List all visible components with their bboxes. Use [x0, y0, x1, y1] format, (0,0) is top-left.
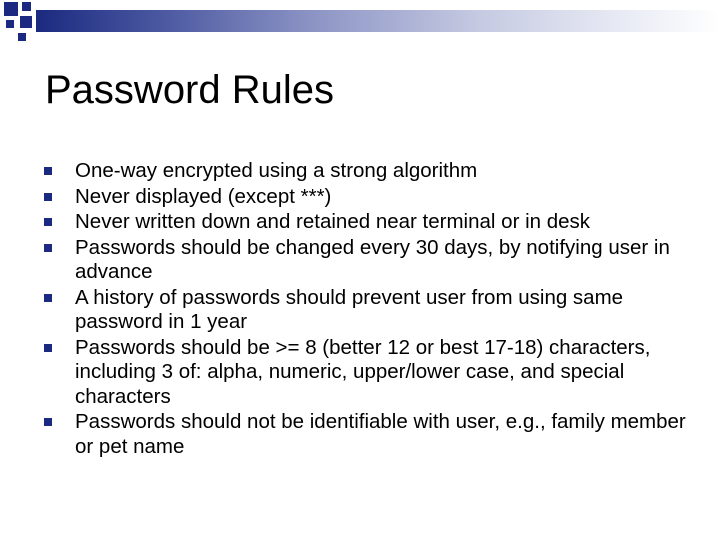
square-bullet-icon — [44, 418, 52, 426]
gradient-bar — [36, 10, 720, 32]
list-item — [43, 185, 703, 210]
list-item — [43, 336, 703, 410]
list-item — [43, 159, 703, 184]
bullet-text: One-way encrypted using a strong algorithm — [75, 159, 478, 182]
decorative-header-banner — [0, 0, 720, 50]
decorative-square-icon — [6, 20, 14, 28]
bullet-text: Never displayed (except ***) — [75, 184, 332, 208]
decorative-square-icon — [4, 2, 18, 16]
square-bullet-icon — [44, 193, 52, 201]
decorative-square-icon — [20, 16, 32, 28]
bullet-text: Passwords should be >= 8 (better 12 or best 17-18) characters, including 3 of: alpha, numeric, upper/lower case, and special characters — [75, 335, 651, 408]
square-bullet-icon — [44, 167, 52, 175]
list-item — [43, 286, 703, 335]
square-bullet-icon — [44, 294, 52, 302]
bullet-text: Passwords should not be identifiable with user, e.g., family member or pet name — [75, 410, 686, 458]
decorative-square-icon — [22, 2, 31, 11]
decorative-square-icon — [18, 33, 26, 41]
list-item — [43, 410, 703, 459]
list-item — [43, 210, 703, 235]
square-bullet-icon — [44, 344, 52, 352]
slide-title: Password Rules — [45, 68, 335, 112]
square-bullet-icon — [44, 244, 52, 252]
bullet-text: Passwords should be changed every 30 days, by notifying user in advance — [75, 235, 670, 283]
bullet-text: Never written down and retained near terminal or in desk — [75, 210, 591, 233]
list-item — [43, 236, 703, 285]
square-bullet-icon — [44, 218, 52, 226]
bullet-list — [43, 159, 703, 459]
bullet-text: A history of passwords should prevent user from using same password in 1 year — [75, 285, 624, 333]
